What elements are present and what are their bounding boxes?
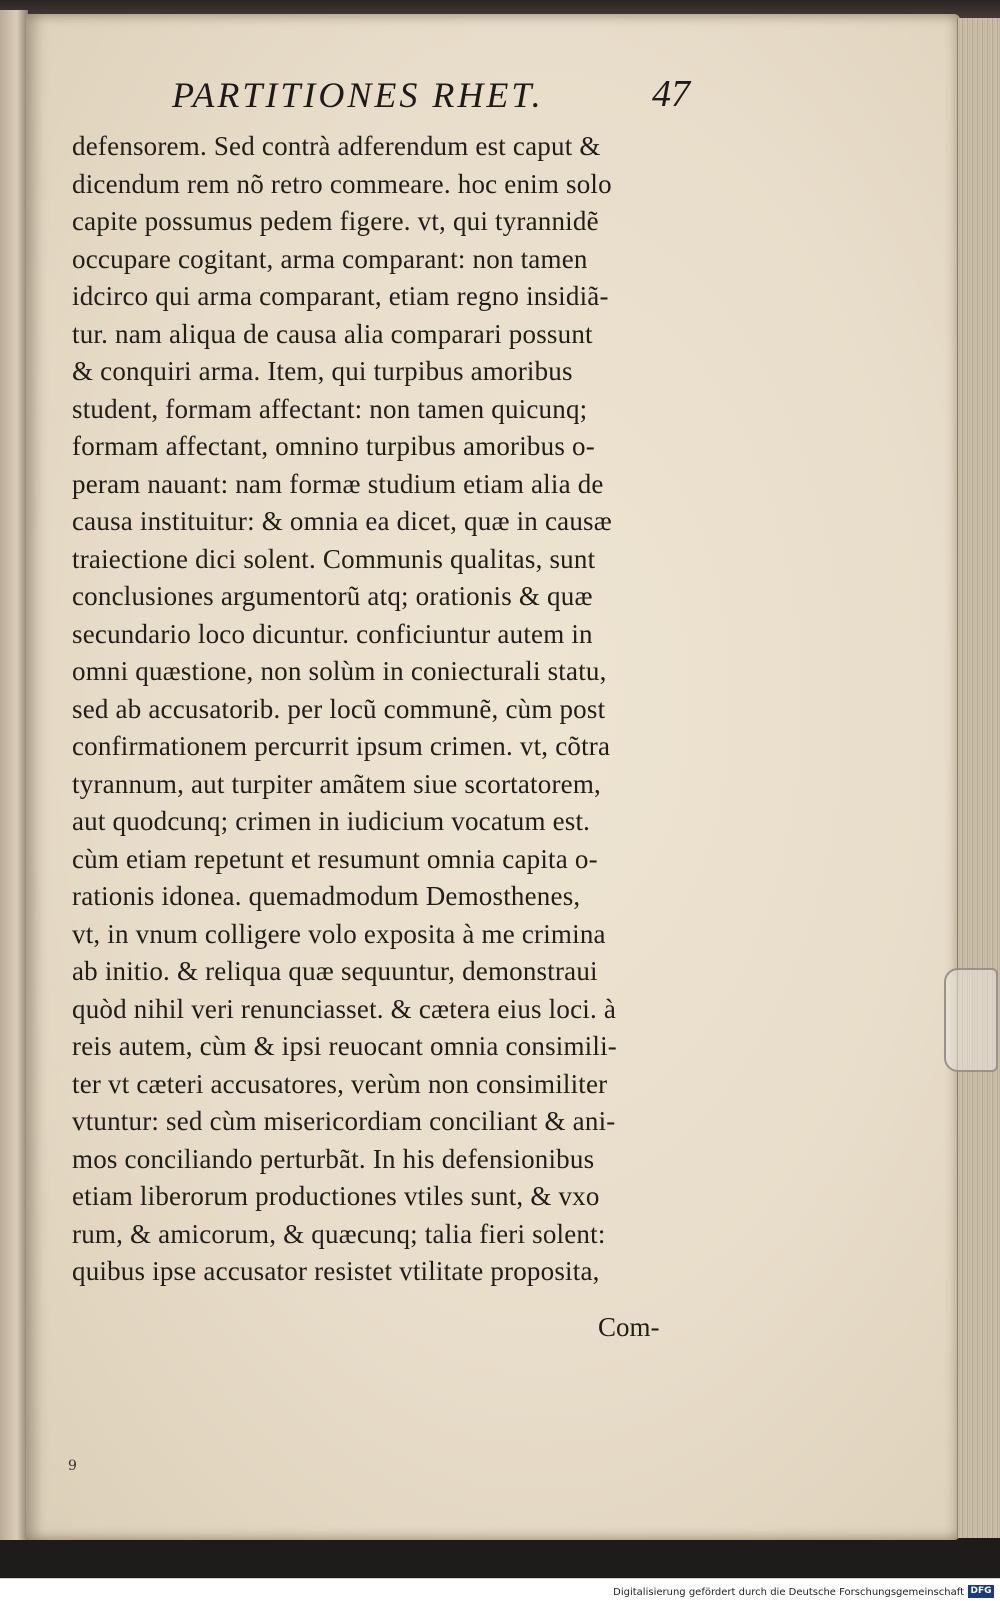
text-line: ab initio. & reliqua quæ sequuntur, demonstraui (72, 956, 598, 986)
text-line: vt, in vnum colligere volo exposita à me crimina (72, 918, 606, 949)
text-line: defensorem. Sed contrà adferendum est caput & (72, 131, 601, 161)
text-line: confirmationem percurrit ipsum crimen. vt, cõtra (72, 731, 611, 761)
running-title: PARTITIONES RHET. (172, 75, 544, 115)
text-line: & conquiri arma. Item, qui turpibus amoribus (72, 356, 573, 386)
signature-mark: 9 (68, 1458, 77, 1474)
text-line: mos conciliando perturbãt. In his defensionibus (72, 1143, 595, 1174)
text-line: vtuntur: sed cùm misericordiam conciliant & ani- (72, 1106, 616, 1136)
text-line: aut quodcunq; crimen in iudicium vocatum est. (72, 806, 591, 836)
text-line: formam affectant, omnino turpibus amoribus o- (72, 431, 595, 461)
text-line: student, formam affectant: non tamen quicunq; (72, 393, 588, 424)
text-line: ter vt cæteri accusatores, verùm non consimiliter (72, 1068, 608, 1099)
text-line: tyrannum, aut turpiter amãtem siue scortatorem, (72, 768, 601, 799)
footer-bar (0, 1578, 1000, 1601)
text-line: rum, & amicorum, & quæcunq; talia fieri solent: (72, 1218, 606, 1249)
text-line: dicendum rem nõ retro commeare. hoc enim solo (72, 168, 612, 199)
digitization-credit: Digitalisierung gefördert durch die Deutsche Forschungsgemeinschaft (613, 1587, 964, 1598)
text-line: secundario loco dicuntur. conficiuntur autem in (72, 618, 593, 649)
text-line: occupare cogitant, arma comparant: non tamen (72, 243, 588, 274)
body-text (72, 128, 762, 1291)
text-line: causa instituitur: & omnia ea dicet, quæ in causæ (72, 506, 612, 536)
text-line: quibus ipse accusator resistet vtilitate proposita, (72, 1256, 600, 1286)
page-clip (944, 968, 998, 1072)
page-fore-edge (957, 18, 1000, 1538)
text-line: omni quæstione, non solùm in coniecturali statu, (72, 656, 607, 686)
text-line: peram nauant: nam formæ studium etiam alia de (72, 468, 604, 499)
text-line: quòd nihil veri renunciasset. & cætera eius loci. à (72, 993, 617, 1024)
dfg-logo: DFG (968, 1585, 994, 1598)
text-line: idcirco qui arma comparant, etiam regno insidiã- (72, 281, 609, 311)
page-number: 47 (652, 73, 690, 115)
text-line: capite possumus pedem figere. vt, qui tyrannidẽ (72, 206, 599, 236)
text-line: sed ab accusatorib. per locũ communẽ, cùm post (72, 693, 606, 724)
text-line: traiectione dici solent. Communis qualitas, sunt (72, 543, 596, 574)
text-line: etiam liberorum productiones vtiles sunt, & vxo (72, 1181, 600, 1211)
text-line: conclusiones argumentorũ atq; orationis & quæ (72, 581, 593, 611)
text-line: rationis idonea. quemadmodum Demosthenes, (72, 881, 581, 911)
catchword: Com- (598, 1312, 660, 1342)
text-line: reis autem, cùm & ipsi reuocant omnia consimili- (72, 1031, 617, 1061)
text-line: cùm etiam repetunt et resumunt omnia capita o- (72, 843, 598, 874)
text-line: tur. nam aliqua de causa alia comparari possunt (72, 318, 593, 349)
